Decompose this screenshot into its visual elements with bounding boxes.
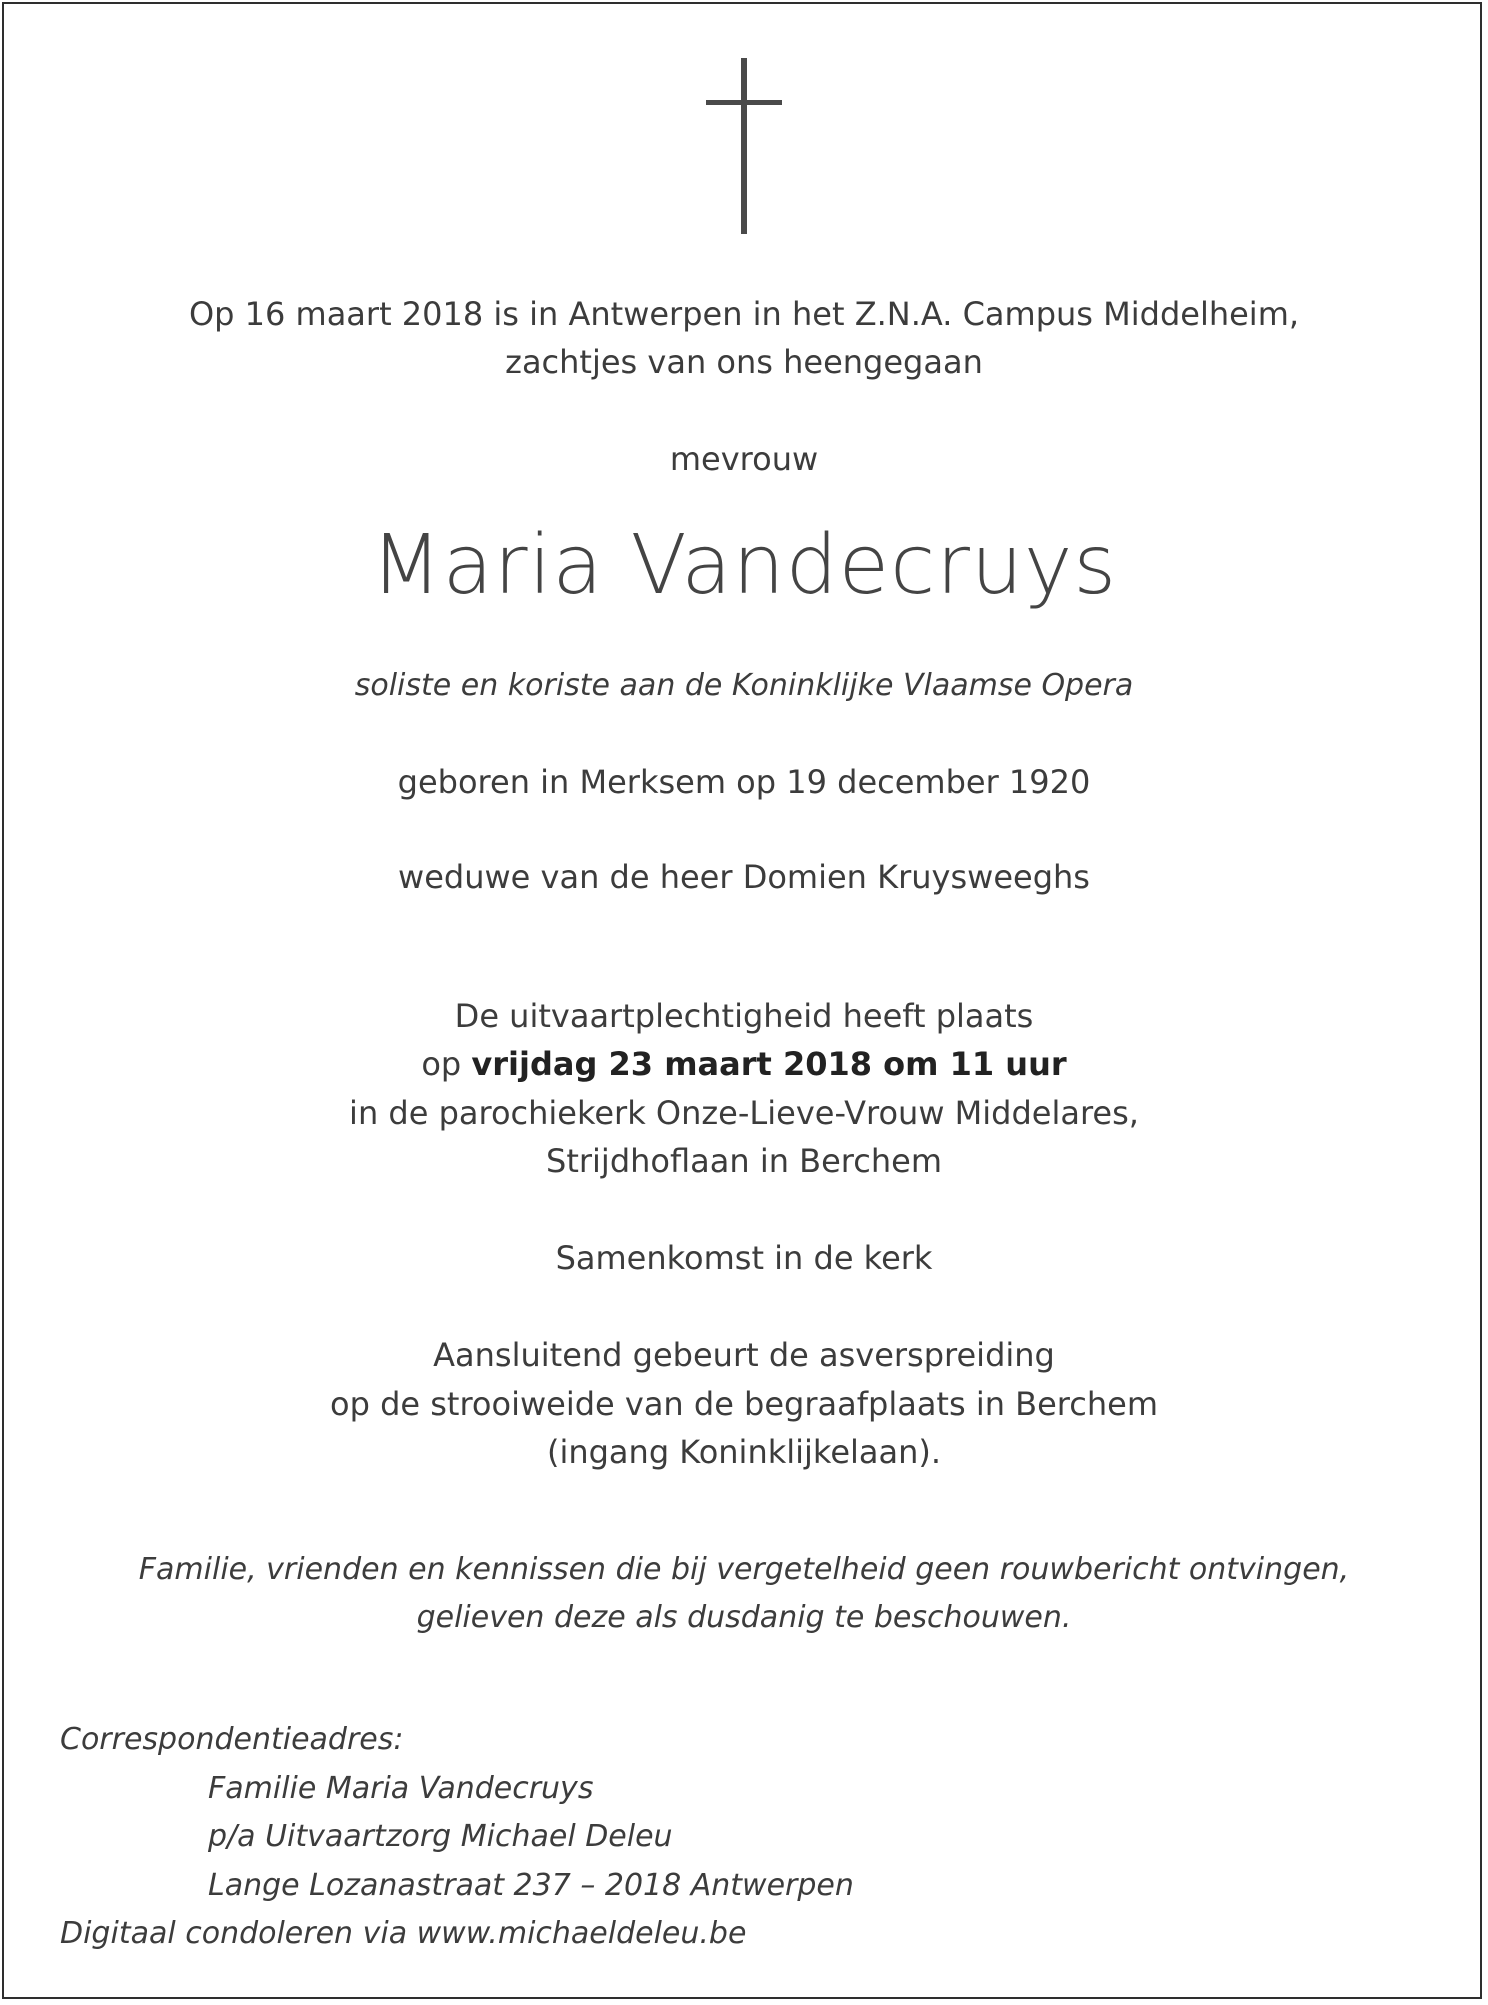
intro-line-2: zachtjes van ons heengegaan <box>505 343 983 381</box>
digital-condolence: Digitaal condoleren via www.michaeldeleu.be <box>60 1916 747 1951</box>
ceremony-line-1: De uitvaartplechtigheid heeft plaats <box>454 997 1034 1035</box>
title-prefix: mevrouw <box>669 440 819 478</box>
cross-vertical-bar <box>741 58 747 234</box>
ceremony-date-prefix: op <box>421 1045 472 1083</box>
ashes-line-1: Aansluitend gebeurt de asverspreiding <box>433 1336 1055 1374</box>
cross-horizontal-bar <box>706 100 782 105</box>
gathering-info: Samenkomst in de kerk <box>555 1239 933 1277</box>
occupation: soliste en koriste aan de Koninklijke Vlaamse Opera <box>354 668 1134 703</box>
ceremony-line-3: in de parochiekerk Onze-Lieve-Vrouw Middelares, <box>349 1094 1139 1132</box>
correspondence-line-3: Lange Lozanastraat 237 – 2018 Antwerpen <box>208 1868 854 1903</box>
ceremony-date: vrijdag 23 maart 2018 om 11 uur <box>471 1045 1067 1083</box>
widow-info: weduwe van de heer Domien Kruysweeghs <box>398 858 1090 896</box>
ceremony-line-4: Strijdhoflaan in Berchem <box>546 1142 942 1180</box>
notice-line-1: Familie, vrienden en kennissen die bij vergetelheid geen rouwbericht ontvingen, <box>138 1552 1350 1587</box>
cross-icon <box>706 58 782 234</box>
correspondence-line-2: p/a Uitvaartzorg Michael Deleu <box>208 1819 673 1854</box>
correspondence-label: Correspondentieadres: <box>60 1722 404 1757</box>
ceremony-line-2 <box>0 1045 1488 1083</box>
ashes-line-2: op de strooiweide van de begraafplaats in Berchem <box>330 1385 1158 1423</box>
deceased-name: Maria Vandecruys <box>370 518 1118 613</box>
intro-line-1: Op 16 maart 2018 is in Antwerpen in het Z.N.A. Campus Middelheim, <box>188 295 1300 333</box>
ashes-line-3: (ingang Koninklijkelaan). <box>546 1433 942 1471</box>
notice-line-2: gelieven deze als dusdanig te beschouwen. <box>416 1600 1072 1635</box>
correspondence-line-1: Familie Maria Vandecruys <box>208 1771 594 1806</box>
birth-info: geboren in Merksem op 19 december 1920 <box>397 763 1091 801</box>
